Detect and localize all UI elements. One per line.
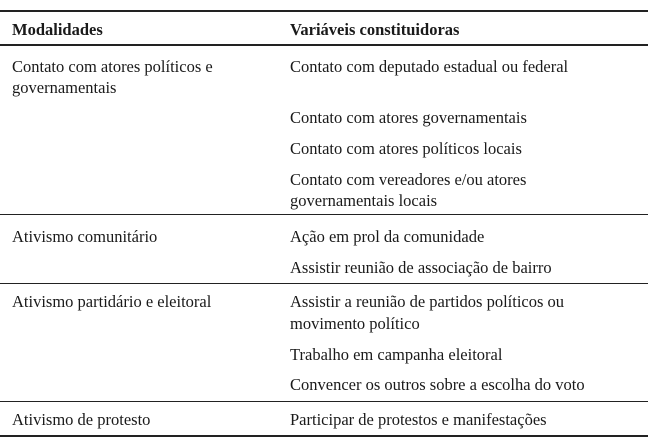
- variavel-cell: governamentais locais: [290, 191, 438, 210]
- header-rule: [0, 44, 648, 46]
- modalidade-cell: Ativismo comunitário: [12, 227, 158, 246]
- variavel-cell: Contato com atores políticos locais: [290, 139, 522, 158]
- group-rule: [0, 401, 648, 402]
- variavel-cell: Ação em prol da comunidade: [290, 227, 485, 246]
- modalidade-cell: Contato com atores políticos e: [12, 57, 213, 76]
- modalidade-cell: Ativismo partidário e eleitoral: [12, 292, 212, 311]
- modalidade-cell: Ativismo de protesto: [12, 410, 151, 429]
- variavel-cell: Convencer os outros sobre a escolha do voto: [290, 375, 585, 394]
- variavel-cell: movimento político: [290, 314, 420, 333]
- header-modalidades: Modalidades: [12, 20, 103, 39]
- variavel-cell: Assistir a reunião de partidos políticos ou: [290, 292, 565, 311]
- variavel-cell: Contato com deputado estadual ou federal: [290, 57, 569, 76]
- variavel-cell: Contato com vereadores e/ou atores: [290, 170, 527, 189]
- variavel-cell: Contato com atores governamentais: [290, 108, 527, 127]
- group-rule: [0, 283, 648, 284]
- header-variaveis: Variáveis constituidoras: [290, 20, 460, 39]
- group-rule: [0, 214, 648, 215]
- top-rule: [0, 10, 648, 12]
- bottom-rule: [0, 435, 648, 437]
- variavel-cell: Trabalho em campanha eleitoral: [290, 345, 503, 364]
- variavel-cell: Participar de protestos e manifestações: [290, 410, 547, 429]
- variavel-cell: Assistir reunião de associação de bairro: [290, 258, 552, 277]
- modalidade-cell: governamentais: [12, 78, 117, 97]
